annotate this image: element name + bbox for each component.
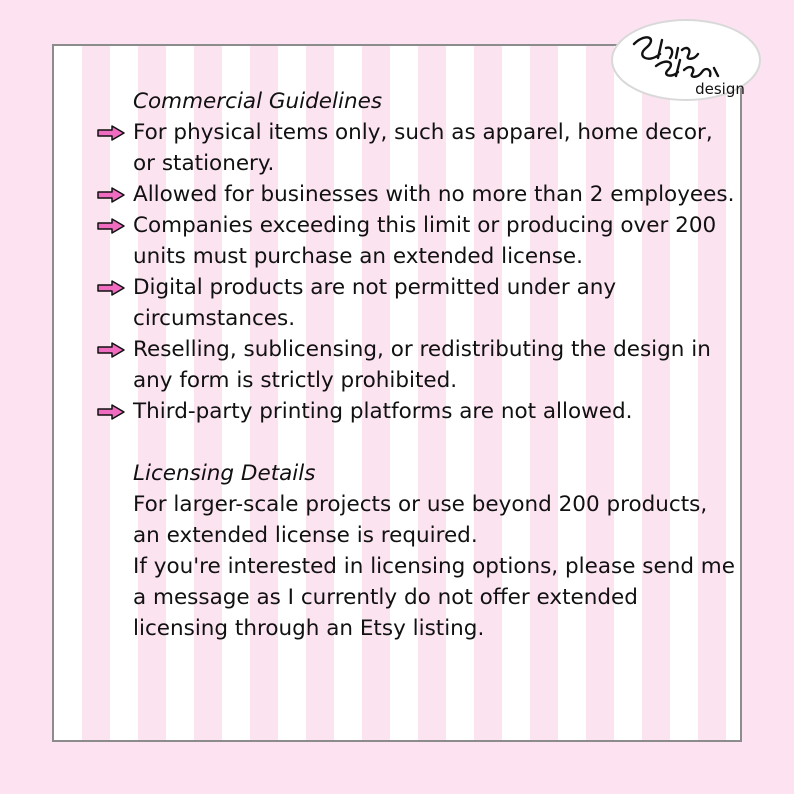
guideline-item	[96, 179, 736, 210]
guideline-text: Allowed for businesses with no more than 2 employees.	[133, 182, 735, 207]
pink-arrow-right-icon	[96, 272, 133, 303]
guideline-text: Digital products are not permitted under any circumstances.	[133, 275, 617, 331]
guideline-item	[96, 396, 736, 427]
guideline-item	[96, 210, 736, 272]
guideline-item	[96, 117, 736, 179]
guidelines-content	[96, 86, 736, 644]
spacer	[96, 427, 736, 458]
licensing-paragraph: For larger-scale projects or use beyond 200 products, an extended license is required.	[133, 492, 708, 548]
guideline-text: Third-party printing platforms are not allowed.	[133, 399, 633, 424]
guideline-item	[96, 334, 736, 396]
pink-arrow-right-icon	[96, 117, 133, 148]
logo-design-text: design	[695, 80, 745, 98]
pink-arrow-right-icon	[96, 334, 133, 365]
pink-arrow-right-icon	[96, 210, 133, 241]
licensing-details-heading: Licensing Details	[133, 461, 316, 486]
pink-arrow-right-icon	[96, 179, 133, 210]
guideline-text: Companies exceeding this limit or producing over 200 units must purchase an extended license.	[133, 213, 717, 269]
guideline-item	[96, 272, 736, 334]
pink-arrow-right-icon	[96, 396, 133, 427]
commercial-guidelines-heading: Commercial Guidelines	[133, 89, 383, 114]
guideline-text: For physical items only, such as apparel, home decor, or stationery.	[133, 120, 713, 176]
guideline-text: Reselling, sublicensing, or redistributing the design in any form is strictly prohibited.	[133, 337, 711, 393]
licensing-paragraph: If you're interested in licensing options, please send me a message as I currently do not offer extended licensing through an Etsy listing.	[133, 554, 735, 641]
